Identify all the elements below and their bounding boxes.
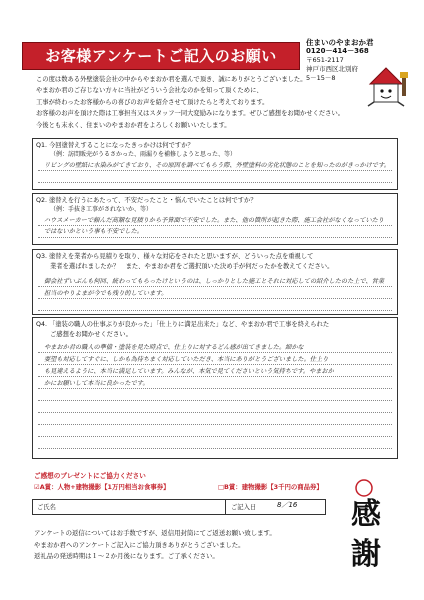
- intro-text: [36, 74, 356, 131]
- footer-line: アンケートの返信についてはお手数ですが、返信用封筒にてご返送お願い致します。: [34, 529, 276, 537]
- title-banner: [22, 42, 300, 70]
- stamp-char-top: 感: [351, 497, 381, 532]
- footer-line: 返礼品の発送時期は１～２か月後になります。ご了承ください。: [34, 552, 219, 560]
- question-1-example: （例：訪問販売がうるさかった、雨漏りを補修しようと思った、等）: [50, 151, 237, 158]
- question-4: Q4. 「塗装の職人の仕事ぶりが良かった」「仕上りに満足出来た」など、やまおか君で工事を終えられた: [36, 321, 330, 328]
- page-title: お客様アンケートご記入のお願い: [45, 47, 277, 65]
- answer-line: [38, 182, 392, 183]
- intro-line: この度は数ある外壁塗装会社の中からやまおか君を選んで頂き、誠にありがとうございました。: [36, 76, 307, 83]
- footer-line: やまおか君へのアンケートご記入にご協力頂きありがとうございました。: [34, 540, 245, 549]
- answer-4-line: かにお願いして本当に良かったです。: [44, 380, 149, 387]
- name-label: ご氏名: [37, 504, 56, 511]
- answer-line: [38, 237, 392, 238]
- answer-3-line: 担当のやりよまが今でも残り的しています。: [44, 290, 168, 297]
- name-date-row: [32, 499, 326, 515]
- question-2: Q2. 塗替えを行うにあたって、不安だったこと・悩んでいたことは何ですか？: [36, 197, 257, 204]
- question-4-line-2: ご感想をお聞かせください。: [50, 331, 132, 338]
- question-3: Q3. 塗替えを業者から見積りを取り、様々な対応をされたと思いますが、どういった点を重視して: [36, 253, 314, 260]
- answer-line: [38, 448, 392, 449]
- answer-line: [38, 400, 392, 401]
- footer-text: [34, 528, 334, 563]
- answer-line: [38, 424, 392, 425]
- answer-line: [38, 436, 392, 437]
- present-heading: ご感想のプレゼントにご協力ください: [34, 472, 146, 480]
- company-name: 住まいのやまおか君: [306, 38, 374, 47]
- answer-3-line: 御会社ずいぶんも何回、統わってもらったけというのは、しっかりとした施工とそれに対応しての紹介したのた上で、営業: [44, 278, 385, 285]
- divider: [225, 500, 226, 514]
- question-2-example: （例：手抜き工事がされないか、等）: [50, 206, 153, 213]
- intro-line: やまおか君のご存じない方々に当社がどういう会社なのかを知って頂くために、: [36, 87, 263, 95]
- answer-4-line: も見違えるように、本当に満足しています。みんなが、本気で見てくださいという気持ちです。やまおか: [44, 368, 334, 375]
- date-value[interactable]: 8／16: [277, 501, 298, 509]
- intro-line: 今後とも末永く、住まいのやまおか君をよろしくお願いいたします。: [36, 121, 231, 129]
- answer-2: ハウスメーカーで頼んだ高額な見積りから予算面で不安でした。また、他の箇所が起きた際、施工会社がなくなっていたりではないかという事も不安でした。: [44, 217, 384, 235]
- present-option-b[interactable]: □B賞：建物撮影【3千円の商品券】: [218, 483, 323, 491]
- answer-4-line: 要望も対応してすぐに、しかも為待ちまく対応していただき、本当にありがとうございました。仕上り: [44, 356, 329, 363]
- company-address-2: 5－15－8: [306, 74, 336, 82]
- answer-line: [38, 412, 392, 413]
- answer-4-line: やまおか君の職人の準備・塗装を見た時点で、仕上りに対するどん感が出てきました。細かな: [44, 344, 304, 351]
- answer-line: [38, 310, 392, 311]
- company-postal: 〒651-2117: [306, 56, 344, 64]
- intro-line: お客様のお声を頂けた際は工事担当又はスタッフ一同大変励みになります。ぜひご感想をお聞かせください。: [36, 110, 345, 118]
- answer-1: リビングの壁紙に水染みがてきており、その原因を調べてもらう際、外壁塗料の劣化状態のことを知ったのがきっかけです。: [44, 162, 390, 169]
- stamp-char-bottom: 謝: [351, 537, 381, 572]
- kansha-stamp: [334, 474, 398, 574]
- house-mascot-icon: [358, 62, 418, 108]
- present-option-a[interactable]: ☑A賞：人物+建物撮影【1万円相当お食事券】: [34, 483, 170, 491]
- company-address-1: 神戸市西区北別府: [306, 65, 358, 73]
- intro-line: 工事が終わったお客様からの喜びのお声を紹介させて頂けたらと考えております。: [36, 98, 269, 106]
- question-3-line-2: 業者を選ばれましたか？ また、やまおか君をご選択頂いた決め手が何だったかを教えてください。: [50, 263, 334, 270]
- question-1: Q1. 今回塗替えすることになったきっかけは何ですか？: [36, 142, 194, 149]
- company-phone: 0120－414－368: [306, 47, 369, 55]
- date-label: ご記入日: [231, 504, 257, 511]
